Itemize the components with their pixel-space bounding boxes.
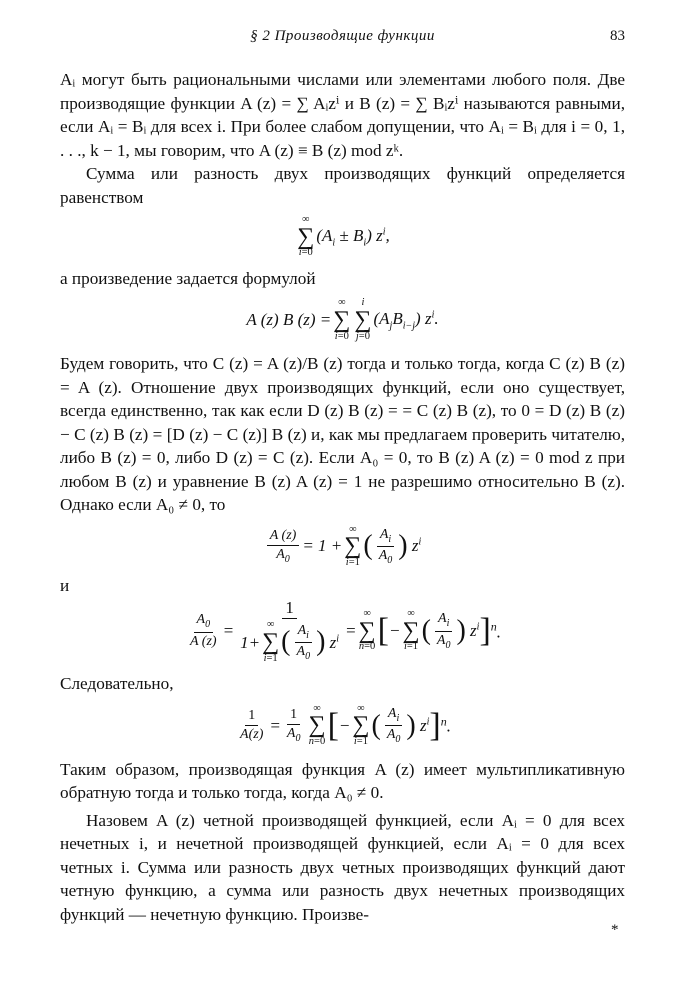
section-title: § 2 Производящие функции [250, 28, 435, 44]
sum-symbol: ∞ ∑ n=0 [308, 702, 326, 748]
equation-sum: ∞ ∑ i=0 $(A_i \pm B_i)$ $z^i$, [297, 214, 390, 259]
sum-symbol: ∞ ∑ i=0 [297, 214, 315, 259]
paragraph-product-intro: а произведение задается формулой [60, 268, 316, 288]
paragraph-and: и [60, 576, 70, 596]
sum-symbol: ∞ ∑ n=0 [358, 608, 376, 653]
sum-symbol: ∞ ∑ i=1 [262, 619, 280, 664]
fraction: $\frac{A_i}{A_0}$ [386, 705, 401, 745]
fraction: 1 1+ ∞ ∑ i=1 ( $\frac{A_i}{A_0}$ ) $z^i$ [240, 597, 340, 664]
fraction: $\frac{A_0}{A (z)}$ [189, 612, 217, 649]
equation-reciprocal: $\frac{A_0}{A (z)}$ = 1 1+ ∞ ∑ i=1 ( $\frac{A_i}{A_0}$ ) $z^i$ = ∞ ∑ n=0 [ − ∞ ∑ i=1 ( $\frac{A_i}{A_0}$ ) $z^i$ ] $^n$. [60, 598, 625, 664]
paragraph-inverse-condition: Таким образом, производящая функция A (z) имеет мультипликативную обратную тогда и только тогда, когда A₀ ≠ 0. [60, 759, 625, 803]
equation-ratio: $\frac{A (z)}{A_0}$ = 1 + ∞ ∑ i=1 ( $\frac{A_i}{A_0}$ ) $z^i$ [60, 525, 625, 569]
sum-symbol: ∞ ∑ i=0 [333, 297, 351, 342]
paragraph-division: Будем говорить, что C (z) = A (z)/B (z) тогда и только тогда, когда C (z) B (z) = A (z). Отношение двух производящих функций, если оно существует, всегда единственно, так как если D (z) B (z) = = C (z) B (z), то 0 = D (z) B (z) − C (z) B (z) = [D (z) − C (z)] B (z) и, как мы предлагаем проверить читателю, либо B (z) = 0, либо D (z) = C (z). Если A₀ = 0, то B (z) A (z) = 0 mod z при любом B (z) и уравнение B (z) A (z) = 1 не разрешимо относительно B (z). Однако если A₀ ≠ 0, то [60, 354, 625, 515]
paragraph-therefore: Следовательно, [60, 674, 174, 694]
paragraph-equality: Aᵢ могут быть рациональными числами или элементами любого поля. Две производящие функции A (z) = ∑ Aᵢzⁱ и B (z) = ∑ Bᵢzⁱ называются равными, если Aᵢ = Bᵢ для всех i. При более слабом допущении, что Aᵢ = Bᵢ для i = 0, 1, . . ., k − 1, мы говорим, что A (z) ≡ B (z) mod zᵏ. [60, 70, 625, 160]
equation-inverse: $\frac{1}{A(z)}$ = $\frac{1}{A_0}$ ∞ ∑ n=0 [ − ∞ ∑ i=1 ( $\frac{A_i}{A_0}$ ) $z^i$ ] $^n$. [60, 704, 625, 748]
fraction: $\frac{A_i}{A_0}$ [436, 611, 451, 651]
footer-mark: * [611, 922, 619, 938]
paragraph-even-odd: Назовем A (z) четной производящей функцией, если Aᵢ = 0 для всех нечетных i, и нечетной производящей функцией, если Aᵢ = 0 для всех четных i. Сумма или разность двух четных производящих функций дают четную функцию, а сумма или разность двух нечетных производящих функций — нечетную функцию. Произве- [60, 810, 625, 924]
fraction: $\frac{A_i}{A_0}$ [378, 526, 393, 566]
paragraph-sum-intro: Сумма или разность двух производящих функций определяется равенством [60, 164, 625, 207]
sum-symbol: ∞ ∑ i=1 [402, 608, 420, 653]
sum-symbol: i ∑ j=0 [354, 297, 372, 342]
sum-symbol: ∞ ∑ i=1 [352, 702, 370, 748]
equation-product: A (z) B (z) = ∞ ∑ i=0 i ∑ j=0 $(A_jB_{i-j})$ $z^i$. [246, 297, 439, 342]
running-header [60, 28, 625, 58]
fraction: $\frac{A (z)}{A_0}$ [267, 528, 300, 565]
fraction: $\frac{1}{A(z)}$ [240, 708, 264, 743]
fraction: $\frac{1}{A_0}$ [286, 706, 301, 744]
sum-symbol: ∞ ∑ i=1 [344, 523, 362, 568]
fraction: $\frac{A_i}{A_0}$ [296, 622, 311, 662]
book-page [60, 28, 625, 926]
page-number: 83 [610, 28, 625, 44]
